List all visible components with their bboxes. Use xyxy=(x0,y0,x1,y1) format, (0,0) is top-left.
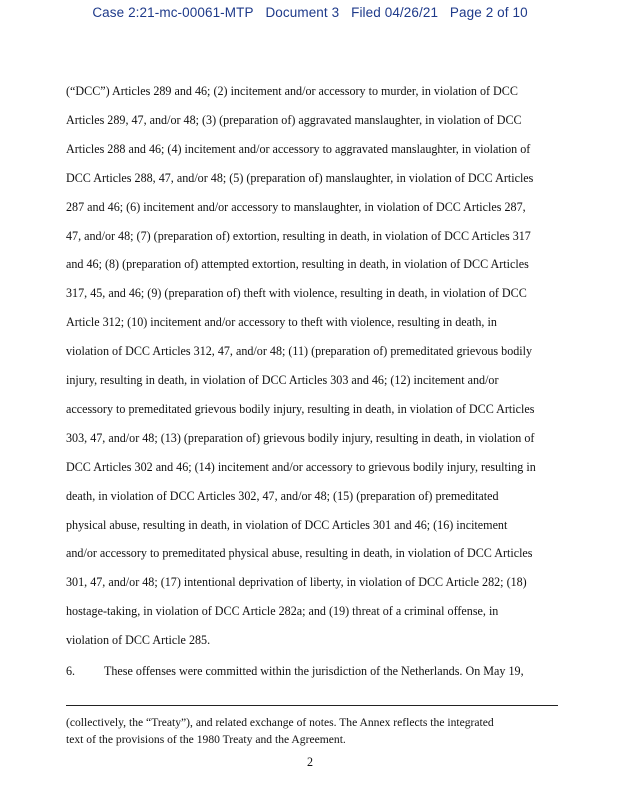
footnote-line: (collectively, the “Treaty”), and related exchange of notes. The Annex reflects the integrated xyxy=(66,716,494,729)
body-line: and/or accessory to premeditated physical abuse, resulting in death, in violation of DCC Articles xyxy=(66,546,533,561)
body-line: 47, and/or 48; (7) (preparation of) extortion, resulting in death, in violation of DCC Articles 317 xyxy=(66,228,531,243)
body-line: violation of DCC Articles 312, 47, and/or 48; (11) (preparation of) premeditated grievous bodily xyxy=(66,344,533,359)
body-line: Articles 288 and 46; (4) incitement and/or accessory to aggravated manslaughter, in violation of xyxy=(66,141,531,156)
body-line: (“DCC”) Articles 289 and 46; (2) incitement and/or accessory to murder, in violation of DCC xyxy=(66,84,518,98)
paragraph-number: 6. xyxy=(66,664,76,678)
body-line: hostage-taking, in violation of DCC Article 282a; and (19) threat of a criminal offense, in xyxy=(66,604,499,619)
body-line: 301, 47, and/or 48; (17) intentional deprivation of liberty, in violation of DCC Article 282; (18) xyxy=(66,575,527,590)
case-number: Case 2:21-mc-00061-MTP xyxy=(92,5,254,20)
body-line: Article 312; (10) incitement and/or accessory to theft with violence, resulting in death, in xyxy=(66,315,497,330)
body-line: 317, 45, and 46; (9) (preparation of) theft with violence, resulting in death, in violation of DCC xyxy=(66,286,527,301)
body-line: accessory to premeditated grievous bodily injury, resulting in death, in violation of DCC Articles xyxy=(66,401,535,416)
body-line: and 46; (8) (preparation of) attempted extortion, resulting in death, in violation of DCC Articles xyxy=(66,257,529,272)
case-header xyxy=(0,5,620,20)
body-line: 303, 47, and/or 48; (13) (preparation of) grievous bodily injury, resulting in death, in violation of xyxy=(66,430,535,445)
body-line: DCC Articles 302 and 46; (14) incitement and/or accessory to grievous bodily injury, resulting in xyxy=(66,459,536,474)
document-number: Document 3 xyxy=(265,5,340,20)
body-line: 287 and 46; (6) incitement and/or accessory to manslaughter, in violation of DCC Articles 287, xyxy=(66,199,526,214)
body-line: DCC Articles 288, 47, and/or 48; (5) (preparation of) manslaughter, in violation of DCC Articles xyxy=(66,170,534,185)
page-number: 2 xyxy=(306,755,314,769)
page-indicator: Page 2 of 10 xyxy=(449,5,528,20)
filed-date: Filed 04/26/21 xyxy=(351,5,439,20)
footnote-line: text of the provisions of the 1980 Treaty and the Agreement. xyxy=(66,733,346,746)
footnote-divider xyxy=(66,705,558,706)
body-line: Articles 289, 47, and/or 48; (3) (preparation of) aggravated manslaughter, in violation of DCC xyxy=(66,112,522,127)
body-line: death, in violation of DCC Articles 302, 47, and/or 48; (15) (preparation of) premeditated xyxy=(66,488,499,503)
body-line: physical abuse, resulting in death, in violation of DCC Articles 301 and 46; (16) incitement xyxy=(66,517,508,532)
footnote xyxy=(66,714,566,748)
paragraph-text: These offenses were committed within the jurisdiction of the Netherlands. On May 19, xyxy=(104,664,524,678)
body-line: injury, resulting in death, in violation of DCC Articles 303 and 46; (12) incitement and/or xyxy=(66,373,499,387)
body-line: violation of DCC Article 285. xyxy=(66,633,211,648)
